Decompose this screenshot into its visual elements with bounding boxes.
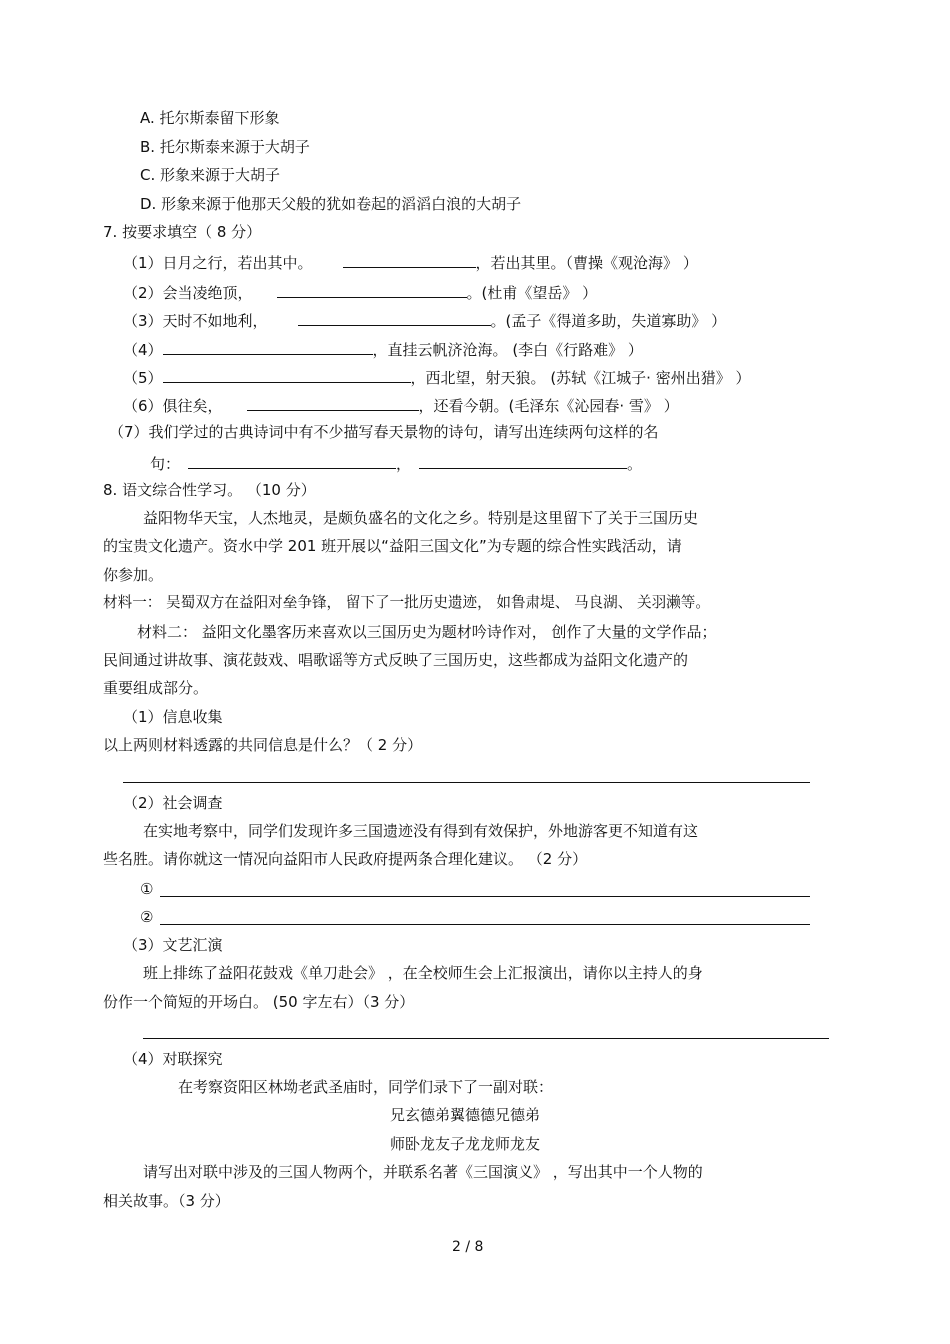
section-1-title: （1）信息收集 [123,708,223,726]
answer-line[interactable] [160,896,810,897]
answer-blank[interactable] [163,337,373,355]
section-4-question-line1: 请写出对联中涉及的三国人物两个，并联系名著《三国演义》 ，写出其中一个人物的 [143,1163,703,1181]
option-d: D. 形象来源于他那天父般的犹如卷起的滔滔白浪的大胡子 [140,195,522,213]
q7-title: 7. 按要求填空（ 8 分） [103,223,262,241]
q8-intro-line1: 益阳物华天宝，人杰地灵，是颇负盛名的文化之乡。特别是这里留下了关于三国历史 [143,509,699,527]
section-3-title: （3）文艺汇演 [123,936,223,954]
material-2-line1: 材料二： 益阳文化墨客历来喜欢以三国历史为题材吟诗作对， 创作了大量的文学作品； [137,623,717,641]
option-c: C. 形象来源于大胡子 [140,166,281,184]
q7-item-7-line1: （7）我们学过的古典诗词中有不少描写春天景物的诗句，请写出连续两句这样的名 [109,423,659,441]
q8-intro-line2: 的宝贵文化遗产。资水中学 201 班开展以“益阳三国文化”为专题的综合性实践活动，请 [103,537,682,555]
q7-item-7-line2 [150,451,642,474]
q7-item-4-suffix: ，直挂云帆济沧海。 (李白《行路难》 ） [372,341,643,359]
answer-blank[interactable] [419,451,627,469]
q7-item-6-prefix: （6）俱往矣， [123,397,223,415]
material-2-line3: 重要组成部分。 [103,679,209,697]
q7-item-1 [123,250,698,273]
section-2-question-line2: 些名胜。请你就这一情况向益阳市人民政府提两条合理化建议。 （2 分） [103,850,588,868]
answer-line[interactable] [143,1038,829,1039]
q7-item-2-suffix: 。(杜甫《望岳》 ） [466,284,598,302]
q7-item-5-prefix: （5） [123,369,163,387]
answer-line[interactable] [160,924,810,925]
couplet-line-2: 师卧龙友子龙龙师龙友 [390,1135,541,1153]
q7-item-6 [123,393,679,416]
answer-blank[interactable] [247,393,419,411]
q7-item-5 [123,365,750,388]
q7-item-2-prefix: （2）会当凌绝顶， [123,284,253,302]
q7-item-4 [123,337,643,360]
q7-item-3-prefix: （3）天时不如地利， [123,312,268,330]
q7-item-3 [123,308,726,331]
q7-item-6-suffix: ，还看今朝。(毛泽东《沁园春· 雪》 ） [418,397,679,415]
circled-number-1: ① [140,880,154,898]
section-4-title: （4）对联探究 [123,1050,223,1068]
q7-item-7-end: 。 [627,455,643,473]
section-2-question-line1: 在实地考察中，同学们发现许多三国遗迹没有得到有效保护，外地游客更不知道有这 [143,822,699,840]
section-1-question: 以上两则材料透露的共同信息是什么？（ 2 分） [103,736,423,754]
couplet-line-1: 兄玄德弟翼德德兄德弟 [390,1106,541,1124]
option-b: B. 托尔斯泰来源于大胡子 [140,138,310,156]
q7-item-7-prefix: 句： [150,455,181,473]
material-2-line2: 民间通过讲故事、演花鼓戏、唱歌谣等方式反映了三国历史，这些都成为益阳文化遗产的 [103,651,689,669]
answer-line[interactable] [123,782,810,783]
answer-blank[interactable] [188,451,396,469]
answer-blank[interactable] [298,308,491,326]
q7-item-7-comma: ， [396,455,412,473]
q7-item-1-suffix: ，若出其里。（曹操《观沧海》 ） [475,254,698,272]
answer-blank[interactable] [343,250,476,268]
option-a: A. 托尔斯泰留下形象 [140,109,280,127]
q8-intro-line3: 你参加。 [103,566,164,584]
q7-item-3-suffix: 。(孟子《得道多助，失道寡助》 ） [490,312,727,330]
q7-item-1-prefix: （1）日月之行，若出其中。 [123,254,313,272]
section-2-title: （2）社会调查 [123,794,223,812]
material-1: 材料一： 吴蜀双方在益阳对垒争锋， 留下了一批历史遗迹， 如鲁肃堤、 马良湖、 关羽濑等。 [103,594,710,611]
section-4-intro: 在考察资阳区林坳老武圣庙时，同学们录下了一副对联： [178,1078,554,1096]
page-number: 2 / 8 [452,1239,484,1255]
section-3-question-line1: 班上排练了益阳花鼓戏《单刀赴会》 ，在全校师生会上汇报演出，请你以主持人的身 [143,964,703,982]
q7-item-5-suffix: ，西北望，射天狼。 (苏轼《江城子· 密州出猎》 ） [410,369,751,387]
circled-number-2: ② [140,908,154,926]
answer-blank[interactable] [277,280,467,298]
section-3-question-line2: 份作一个简短的开场白。 (50 字左右）（3 分） [103,993,415,1011]
answer-blank[interactable] [163,365,411,383]
q7-item-2 [123,280,597,303]
q8-title: 8. 语文综合性学习。 （10 分） [103,481,316,499]
q7-item-4-prefix: （4） [123,341,163,359]
section-4-question-line2: 相关故事。（3 分） [103,1192,230,1210]
